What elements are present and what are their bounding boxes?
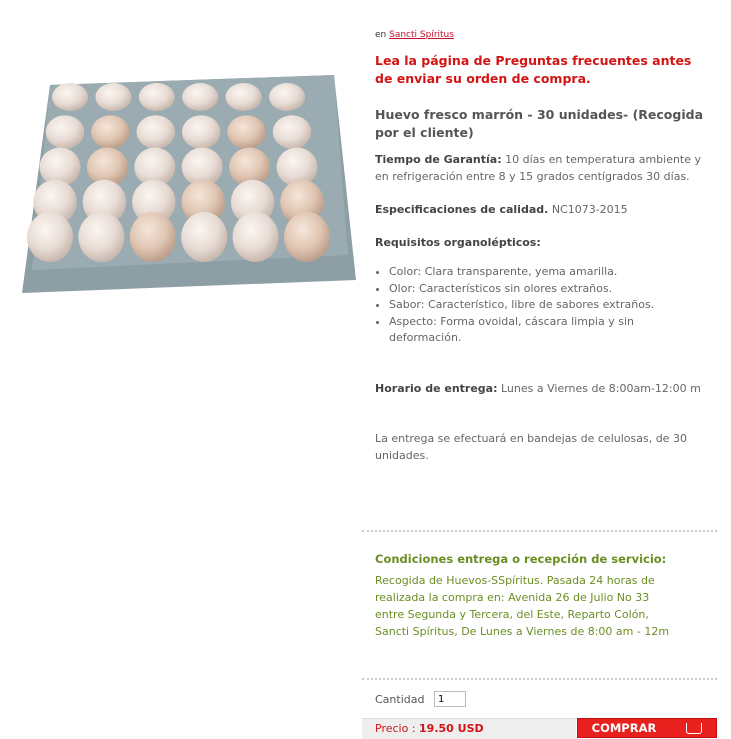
quality-text: NC1073-2015 xyxy=(551,203,628,216)
egg xyxy=(181,212,227,262)
quality-label: Especificaciones de calidad. xyxy=(375,203,549,216)
divider xyxy=(362,678,717,680)
divider xyxy=(362,530,717,532)
egg xyxy=(46,115,85,149)
list-item: • Color: Clara transparente, yema amarilla. xyxy=(389,264,709,281)
egg xyxy=(91,115,129,149)
location-link[interactable]: Sancti Spíritus xyxy=(389,30,454,40)
delivery-text: Lunes a Viernes de 8:00am-12:00 m xyxy=(501,382,701,395)
egg xyxy=(182,83,218,111)
requirements-list xyxy=(375,264,709,347)
quantity-label: Cantidad xyxy=(375,693,425,706)
product-title: Huevo fresco marrón - 30 unidades- (Recogida por el cliente) xyxy=(375,107,704,140)
quantity-input[interactable] xyxy=(434,691,466,707)
buy-label: COMPRAR xyxy=(591,721,657,735)
egg xyxy=(284,212,330,262)
egg xyxy=(137,115,176,149)
organoleptic-heading xyxy=(375,235,705,252)
price-label: Precio : xyxy=(375,722,416,735)
egg xyxy=(52,83,88,111)
list-item: • Olor: Característicos sin olores extraños. xyxy=(389,281,709,298)
egg xyxy=(130,212,176,262)
product-image[interactable] xyxy=(22,75,362,305)
list-item: • Sabor: Característico, libre de sabores extraños. xyxy=(389,297,709,314)
delivery-block xyxy=(375,381,705,398)
location-prefix: en xyxy=(375,30,387,40)
cart-icon xyxy=(686,723,702,734)
egg xyxy=(226,83,262,111)
egg-tray-illustration xyxy=(22,75,362,305)
delivery-label: Horario de entrega: xyxy=(375,382,498,395)
conditions-body: Recogida de Huevos-SSpíritus. Pasada 24 horas de realizada la compra en: Avenida 26 de Julio No 33 entre Segunda y Tercera, del Este, Reparto Colón, Sancti Spíritus, De Lunes a Viernes de 8:00 am - 12m xyxy=(375,574,670,638)
egg xyxy=(273,115,312,149)
egg xyxy=(78,212,124,262)
price-block xyxy=(375,722,484,735)
egg xyxy=(227,115,266,149)
delivery-note: La entrega se efectuará en bandejas de celulosas, de 30 unidades. xyxy=(375,432,687,462)
egg xyxy=(139,83,175,111)
egg xyxy=(27,212,73,262)
quality-block xyxy=(375,202,705,219)
warranty-text: 10 días en temperatura ambiente y en refrigeración entre 8 y 15 grados centígrados 30 días. xyxy=(375,153,702,183)
organoleptic-label: Requisitos organolépticos: xyxy=(375,236,541,249)
list-item: • Aspecto: Forma ovoidal, cáscara limpia y sin deformación. xyxy=(389,314,709,347)
conditions-title: Condiciones entrega o recepción de servicio: xyxy=(375,552,667,566)
egg xyxy=(269,83,305,111)
price-value: 19.50 USD xyxy=(419,722,484,735)
egg xyxy=(233,212,279,262)
location-line xyxy=(375,30,454,40)
price-bar xyxy=(362,718,576,739)
buy-button[interactable] xyxy=(577,718,717,738)
faq-notice: Lea la página de Preguntas frecuentes antes de enviar su orden de compra. xyxy=(375,53,692,86)
warranty-block xyxy=(375,152,705,185)
warranty-label: Tiempo de Garantía: xyxy=(375,153,502,166)
egg xyxy=(95,83,131,111)
egg xyxy=(182,115,221,149)
